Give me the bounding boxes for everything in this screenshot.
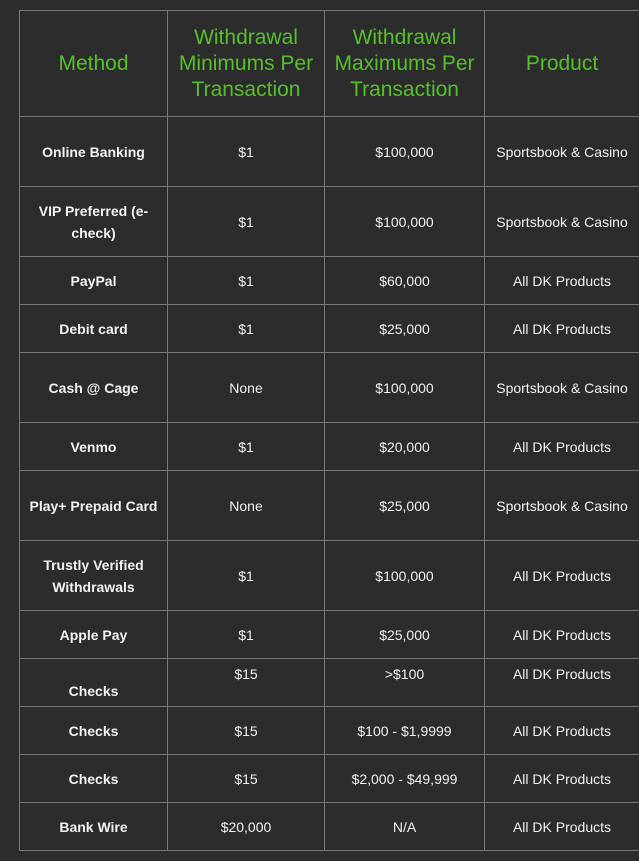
table-row xyxy=(20,611,639,659)
max-cell: $100 - $1,9999 xyxy=(325,707,485,755)
min-cell: $15 xyxy=(168,659,325,707)
table-row xyxy=(20,471,639,541)
max-cell: $25,000 xyxy=(325,471,485,541)
table-row xyxy=(20,755,639,803)
min-cell: None xyxy=(168,353,325,423)
max-cell: $100,000 xyxy=(325,541,485,611)
product-cell: Sportsbook & Casino xyxy=(485,471,639,541)
product-cell: All DK Products xyxy=(485,305,639,353)
table-row xyxy=(20,305,639,353)
max-cell: $20,000 xyxy=(325,423,485,471)
product-cell: All DK Products xyxy=(485,611,639,659)
product-cell: Sportsbook & Casino xyxy=(485,187,639,257)
min-cell: $1 xyxy=(168,305,325,353)
min-cell: $1 xyxy=(168,117,325,187)
method-cell: Checks xyxy=(20,659,168,707)
min-cell: $1 xyxy=(168,611,325,659)
table-row xyxy=(20,803,639,851)
product-cell: Sportsbook & Casino xyxy=(485,117,639,187)
method-cell: PayPal xyxy=(20,257,168,305)
product-cell: All DK Products xyxy=(485,541,639,611)
table-row xyxy=(20,117,639,187)
withdrawal-table-container xyxy=(19,10,639,851)
min-cell: $1 xyxy=(168,257,325,305)
max-cell: $25,000 xyxy=(325,611,485,659)
method-cell: Play+ Prepaid Card xyxy=(20,471,168,541)
method-cell: Checks xyxy=(20,707,168,755)
min-cell: $1 xyxy=(168,187,325,257)
max-cell: $100,000 xyxy=(325,353,485,423)
method-cell: Trustly Verified Withdrawals xyxy=(20,541,168,611)
table-row xyxy=(20,353,639,423)
header-withdrawal-minimums: Withdrawal Minimums Per Transaction xyxy=(168,11,325,117)
header-product: Product xyxy=(485,11,639,117)
product-cell: All DK Products xyxy=(485,257,639,305)
max-cell: $2,000 - $49,999 xyxy=(325,755,485,803)
min-cell: None xyxy=(168,471,325,541)
method-cell: VIP Preferred (e-check) xyxy=(20,187,168,257)
method-cell: Online Banking xyxy=(20,117,168,187)
max-cell: >$100 xyxy=(325,659,485,707)
header-withdrawal-maximums: Withdrawal Maximums Per Transaction xyxy=(325,11,485,117)
method-cell: Cash @ Cage xyxy=(20,353,168,423)
min-cell: $15 xyxy=(168,707,325,755)
table-row xyxy=(20,659,639,707)
max-cell: N/A xyxy=(325,803,485,851)
withdrawal-methods-table xyxy=(19,10,639,851)
method-cell: Apple Pay xyxy=(20,611,168,659)
min-cell: $1 xyxy=(168,423,325,471)
max-cell: $100,000 xyxy=(325,117,485,187)
product-cell: All DK Products xyxy=(485,707,639,755)
table-row xyxy=(20,707,639,755)
method-cell: Debit card xyxy=(20,305,168,353)
table-row xyxy=(20,187,639,257)
product-cell: All DK Products xyxy=(485,659,639,707)
product-cell: Sportsbook & Casino xyxy=(485,353,639,423)
max-cell: $100,000 xyxy=(325,187,485,257)
method-cell: Bank Wire xyxy=(20,803,168,851)
method-cell: Venmo xyxy=(20,423,168,471)
product-cell: All DK Products xyxy=(485,423,639,471)
max-cell: $60,000 xyxy=(325,257,485,305)
table-row xyxy=(20,257,639,305)
header-method: Method xyxy=(20,11,168,117)
table-header-row xyxy=(20,11,639,117)
product-cell: All DK Products xyxy=(485,755,639,803)
min-cell: $1 xyxy=(168,541,325,611)
min-cell: $20,000 xyxy=(168,803,325,851)
table-row xyxy=(20,541,639,611)
max-cell: $25,000 xyxy=(325,305,485,353)
min-cell: $15 xyxy=(168,755,325,803)
product-cell: All DK Products xyxy=(485,803,639,851)
table-row xyxy=(20,423,639,471)
method-cell: Checks xyxy=(20,755,168,803)
